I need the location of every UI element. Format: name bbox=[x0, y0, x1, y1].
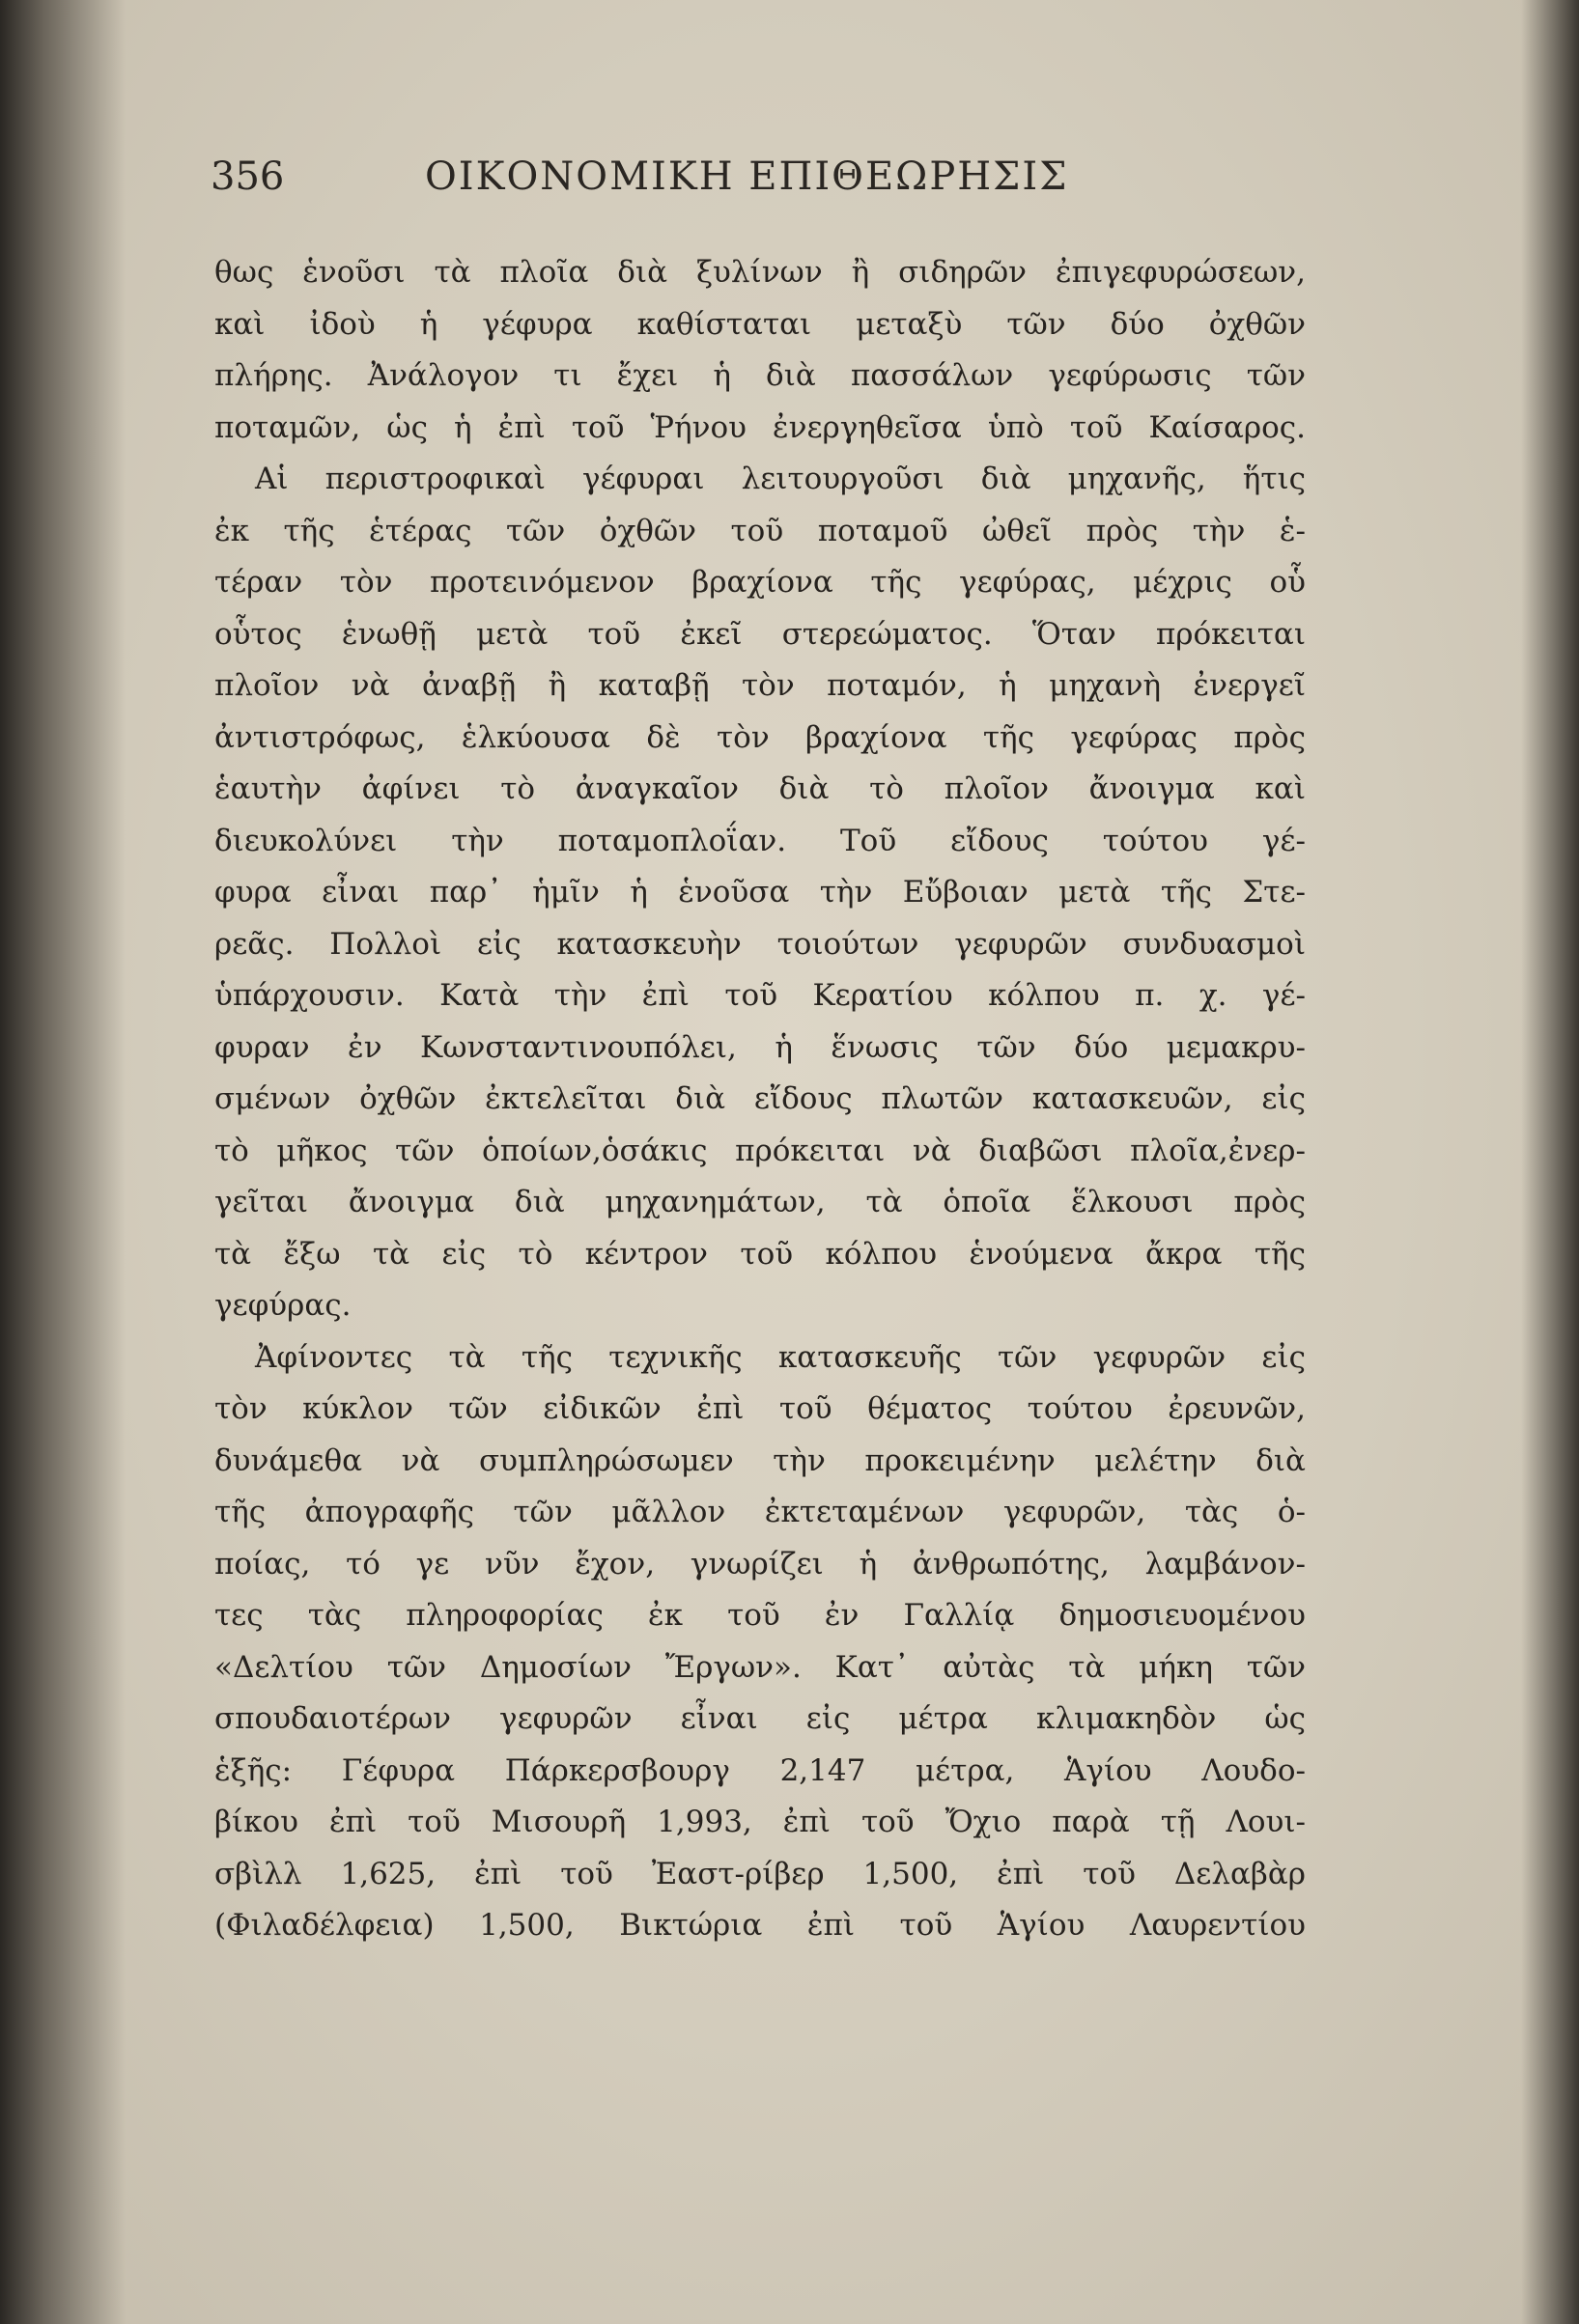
text-line: διευκολύνει τὴν ποταμοπλοΐαν. Τοῦ εἴδους τούτου γέ- bbox=[214, 823, 1306, 858]
text-line: καὶ ἰδοὺ ἡ γέφυρα καθίσταται μεταξὺ τῶν δύο ὀχθῶν bbox=[214, 306, 1306, 342]
text-line: τῆς ἀπογραφῆς τῶν μᾶλλον ἐκτεταμένων γεφυρῶν, τὰς ὁ- bbox=[214, 1495, 1306, 1529]
text-line: ἑξῆς: Γέφυρα Πάρκερσβουργ 2,147 μέτρα, Ἁγίου Λουδο- bbox=[214, 1752, 1306, 1788]
text-line: γεῖται ἄνοιγμα διὰ μηχανημάτων, τὰ ὁποῖα ἕλκουσι πρὸς bbox=[214, 1185, 1306, 1219]
body-text bbox=[214, 247, 1306, 1952]
text-line: πλοῖον νὰ ἀναβῇ ἢ καταβῇ τὸν ποταμόν, ἡ μηχανὴ ἐνεργεῖ bbox=[214, 668, 1306, 703]
text-line: Ἀφίνοντες τὰ τῆς τεχνικῆς κατασκευῆς τῶν γεφυρῶν εἰς bbox=[255, 1339, 1306, 1375]
text-line: (Φιλαδέλφεια) 1,500, Βικτώρια ἐπὶ τοῦ Ἁγίου Λαυρεντίου bbox=[214, 1908, 1306, 1943]
text-line: ποίας, τό γε νῦν ἔχον, γνωρίζει ἡ ἀνθρωπότης, λαμβάνον- bbox=[214, 1546, 1306, 1582]
text-line: Αἱ περιστροφικαὶ γέφυραι λειτουργοῦσι διὰ μηχανῆς, ἥτις bbox=[255, 462, 1306, 496]
page-gutter-shadow bbox=[0, 0, 126, 2324]
text-line: σπουδαιοτέρων γεφυρῶν εἶναι εἰς μέτρα κλιμακηδὸν ὡς bbox=[214, 1701, 1306, 1736]
text-line: τέραν τὸν προτεινόμενον βραχίονα τῆς γεφύρας, μέχρις οὗ bbox=[214, 565, 1306, 600]
page-number: 356 bbox=[211, 154, 285, 199]
text-line: ὑπάρχουσιν. Κατὰ τὴν ἐπὶ τοῦ Κερατίου κόλπου π. χ. γέ- bbox=[214, 978, 1306, 1013]
text-line: ποταμῶν, ὡς ἡ ἐπὶ τοῦ Ῥήνου ἐνεργηθεῖσα ὑπὸ τοῦ Καίσαρος. bbox=[214, 409, 1306, 445]
text-line: γεφύρας. bbox=[214, 1288, 352, 1323]
text-line: ἑαυτὴν ἀφίνει τὸ ἀναγκαῖον διὰ τὸ πλοῖον ἄνοιγμα καὶ bbox=[214, 771, 1306, 806]
text-line: φυρα εἶναι παρ᾽ ἡμῖν ἡ ἑνοῦσα τὴν Εὔβοιαν μετὰ τῆς Στε- bbox=[214, 875, 1306, 910]
page-header bbox=[211, 154, 1350, 212]
text-line: φυραν ἐν Κωνσταντινουπόλει, ἡ ἕνωσις τῶν δύο μεμακρυ- bbox=[214, 1029, 1306, 1065]
page-edge-shadow bbox=[1521, 0, 1579, 2324]
text-line: τὰ ἔξω τὰ εἰς τὸ κέντρον τοῦ κόλπου ἑνούμενα ἄκρα τῆς bbox=[214, 1236, 1306, 1272]
text-line: οὗτος ἑνωθῇ μετὰ τοῦ ἐκεῖ στερεώματος. Ὅταν πρόκειται bbox=[214, 616, 1306, 652]
text-line: πλήρης. Ἀνάλογον τι ἔχει ἡ διὰ πασσάλων γεφύρωσις τῶν bbox=[214, 358, 1306, 393]
text-line: ρεᾶς. Πολλοὶ εἰς κατασκευὴν τοιούτων γεφυρῶν συνδυασμοὶ bbox=[214, 926, 1306, 962]
text-line: τὸν κύκλον τῶν εἰδικῶν ἐπὶ τοῦ θέματος τούτου ἐρευνῶν, bbox=[214, 1391, 1306, 1426]
text-line: σμένων ὀχθῶν ἐκτελεῖται διὰ εἴδους πλωτῶν κατασκευῶν, εἰς bbox=[214, 1081, 1306, 1116]
text-line: θως ἑνοῦσι τὰ πλοῖα διὰ ξυλίνων ἢ σιδηρῶν ἐπιγεφυρώσεων, bbox=[214, 255, 1306, 290]
text-line: ἐκ τῆς ἑτέρας τῶν ὀχθῶν τοῦ ποταμοῦ ὠθεῖ πρὸς τὴν ἑ- bbox=[214, 513, 1306, 548]
text-line: δυνάμεθα νὰ συμπληρώσωμεν τὴν προκειμένην μελέτην διὰ bbox=[214, 1442, 1306, 1478]
text-line: ἀντιστρόφως, ἑλκύουσα δὲ τὸν βραχίονα τῆς γεφύρας πρὸς bbox=[214, 719, 1306, 755]
text-line: τες τὰς πληροφορίας ἐκ τοῦ ἐν Γαλλίᾳ δημοσιευομένου bbox=[214, 1598, 1306, 1633]
text-line: σβὶλλ 1,625, ἐπὶ τοῦ Ἐαστ-ρίβερ 1,500, ἐπὶ τοῦ Δελαβὰρ bbox=[214, 1856, 1306, 1891]
text-line: τὸ μῆκος τῶν ὁποίων,ὁσάκις πρόκειται νὰ διαβῶσι πλοῖα,ἐνερ- bbox=[214, 1133, 1306, 1168]
text-line: βίκου ἐπὶ τοῦ Μισουρῆ 1,993, ἐπὶ τοῦ Ὄχιο παρὰ τῇ Λουι- bbox=[214, 1805, 1306, 1839]
running-head: ΟΙΚΟΝΟΜΙΚΗ ΕΠΙΘΕΩΡΗΣΙΣ bbox=[425, 154, 1069, 199]
text-line: «Δελτίου τῶν Δημοσίων Ἔργων». Κατ᾽ αὐτὰς τὰ μήκη τῶν bbox=[214, 1649, 1306, 1685]
